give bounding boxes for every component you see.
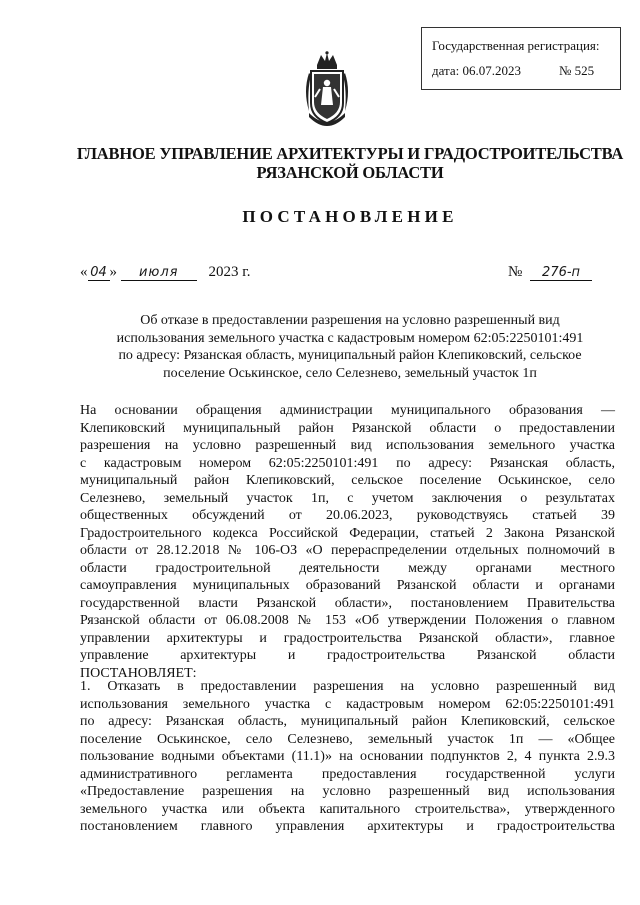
text-line: самоуправления муниципальных образований Рязанской области и органами — [80, 578, 615, 593]
text-line: На основании обращения администрации муниципального образования — — [80, 403, 615, 418]
preamble-paragraph — [80, 402, 615, 682]
text-line: пользование водными объектами (11.1)» на основании подпунктов 2, 4 пункта 2.9.3 — [80, 749, 615, 764]
subject-line: использования земельного участка с кадастровым номером 62:05:2250101:491 — [116, 330, 584, 346]
text-line: постановлением главного управления архитектуры и градостроительства — [80, 819, 615, 834]
text-line: ПОСТАНОВЛЯЕТ: — [80, 665, 197, 681]
text-line: «Предоставление разрешения на условно разрешенный вид использования — [80, 784, 615, 799]
date-year: 2023 г. — [208, 264, 251, 280]
registration-stamp — [421, 27, 621, 90]
number-sign: № — [508, 264, 523, 280]
text-line: Градостроительного кодекса Российской Федерации, статьей 2 Закона Рязанской — [80, 525, 615, 541]
document-subject — [80, 312, 620, 382]
number-value-handwritten: 276-п — [530, 265, 592, 281]
text-line: административного регламента предоставления государственной услуги — [80, 766, 615, 782]
text-line: Селезнево, земельный участок 1п, с учетом заключения о результатах — [80, 490, 615, 506]
coat-of-arms-icon — [303, 51, 351, 131]
text-line: с кадастровым номером 62:05:2250101:491 по адресу: Рязанская область, — [80, 455, 615, 471]
text-line: 1. Отказать в предоставлении разрешения на условно разрешенный вид — [80, 679, 615, 694]
date-month-handwritten: июля — [121, 265, 197, 281]
document-type-heading: ПОСТАНОВЛЕНИЕ — [242, 207, 458, 226]
text-line: Рязанской области от 06.08.2008 № 153 «Об утверждении Положения о главном — [80, 613, 615, 628]
text-line: разрешения на условно разрешенный вид использования земельного участка — [80, 438, 615, 453]
organization-title-line2: РЯЗАНСКОЙ ОБЛАСТИ — [256, 163, 444, 182]
subject-line: Об отказе в предоставлении разрешения на условно разрешенный вид — [140, 313, 560, 328]
text-line: Клепиковский муниципальный район Рязанской области о предоставлении — [80, 420, 615, 436]
organization-title-line1: ГЛАВНОЕ УПРАВЛЕНИЕ АРХИТЕКТУРЫ И ГРАДОСТРОИТЕЛЬСТВА — [76, 144, 624, 163]
date-close-quote: » — [109, 264, 117, 280]
text-line: муниципальный район Клепиковский, сельское поселение Оськинское, село — [80, 473, 615, 488]
resolution-item-1 — [80, 678, 615, 836]
subject-line: по адресу: Рязанская область, муниципальный район Клепиковский, сельское — [118, 348, 582, 363]
text-line: поселение Оськинское, село Селезнево, земельный участок 1п — «Общее — [80, 731, 615, 747]
text-line: управлении архитектуры и градостроительства Рязанской области», главное — [80, 630, 615, 646]
date-open-quote: « — [80, 264, 88, 280]
text-line: области градостроительной деятельности между органами местного — [80, 560, 615, 576]
subject-line: поселение Оськинское, село Селезнево, земельный участок 1п — [163, 365, 537, 381]
date-day-handwritten: 04 — [88, 265, 110, 281]
text-line: общественных обсуждений от 20.06.2023, руководствуясь статьей 39 — [80, 508, 615, 523]
document-date — [80, 264, 250, 281]
document-number — [508, 264, 592, 281]
text-line: области от 28.12.2018 № 106-ОЗ «О перераспределении отдельных полномочий в — [80, 543, 615, 558]
registration-title: Государственная регистрация: — [432, 38, 600, 53]
text-line: земельного участка или объекта капитального строительства», утвержденного — [80, 801, 615, 817]
text-line: использования земельного участка с кадастровым номером 62:05:2250101:491 — [80, 696, 615, 712]
registration-number: № 525 — [559, 63, 595, 78]
text-line: государственной власти Рязанской области», постановлением Правительства — [80, 595, 615, 611]
text-line: по адресу: Рязанская область, муниципальный район Клепиковский, сельское — [80, 714, 615, 729]
registration-date: дата: 06.07.2023 — [432, 63, 522, 78]
text-line: управление архитектуры и градостроительства Рязанской области — [80, 648, 615, 663]
